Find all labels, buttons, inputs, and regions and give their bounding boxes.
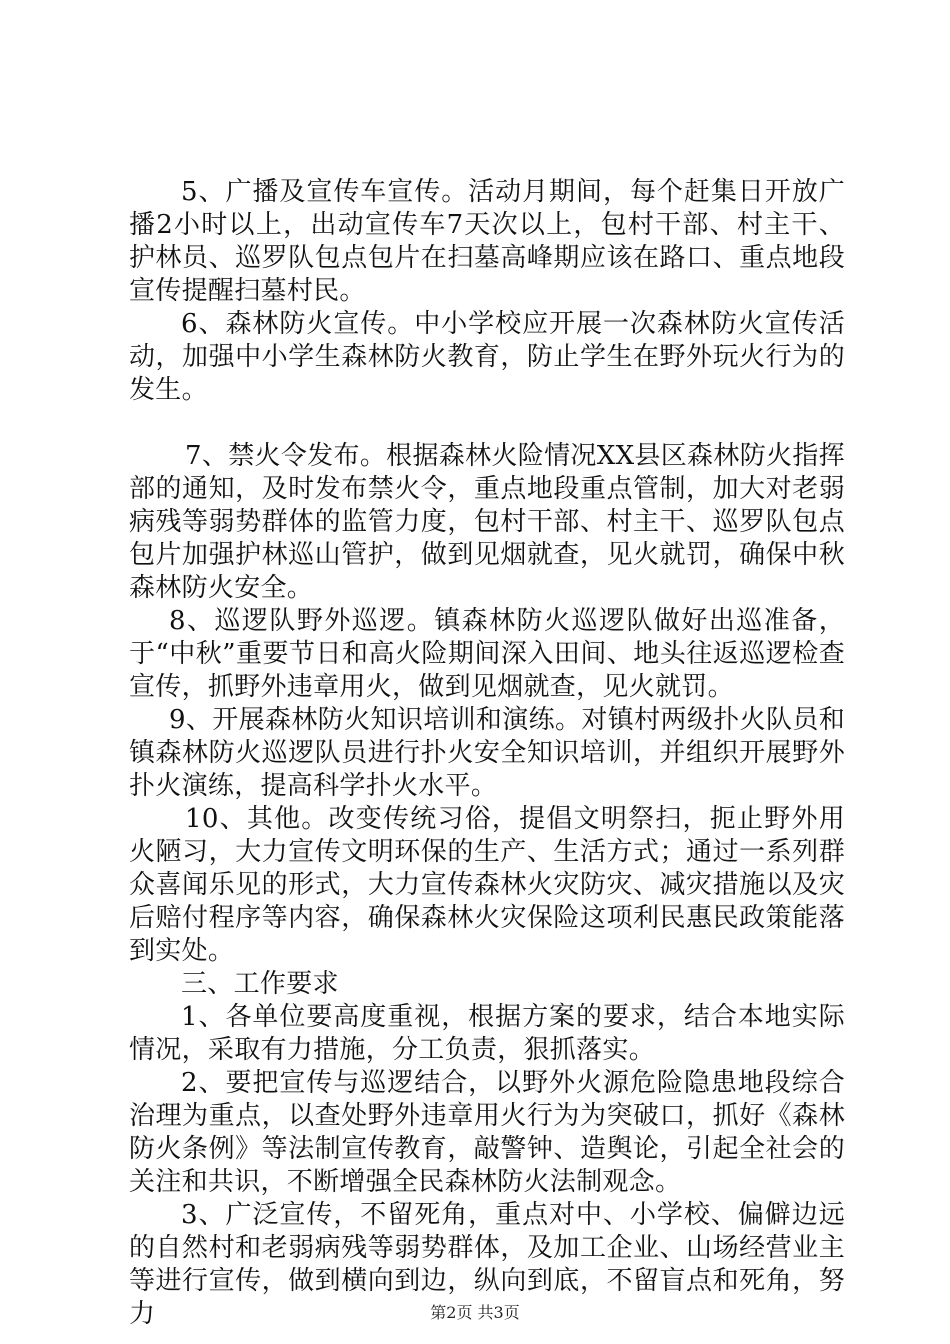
section-heading-work-requirements: 三、工作要求 bbox=[181, 969, 339, 999]
paragraph-requirement-3: 3、广泛宣传，不留死角，重点对中、小学校、偏僻边远的自然村和老弱病残等弱势群体，及加工企业、山场经营业主等进行宣传，做到横向到边，纵向到底，不留盲点和死角，努力 bbox=[129, 1200, 845, 1329]
paragraph-forest-fire-publicity: 6、森林防火宣传。中小学校应开展一次森林防火宣传活动，加强中小学生森林防火教育，防止学生在野外玩火行为的发生。 bbox=[129, 309, 845, 405]
paragraph-requirement-2: 2、要把宣传与巡逻结合，以野外火源危险隐患地段综合治理为重点，以查处野外违章用火行为为突破口，抓好《森林防火条例》等法制宣传教育，敲警钟、造舆论，引起全社会的关注和共识，不断增强全民森林防火法制观念。 bbox=[129, 1068, 845, 1197]
paragraph-others: 10、其他。改变传统习俗，提倡文明祭扫，扼止野外用火陋习，大力宣传文明环保的生产、生活方式；通过一系列群众喜闻乐见的形式，大力宣传森林火灾防灾、减灾措施以及灾后赔付程序等内容，确保森林火灾保险这项利民惠民政策能落到实处。 bbox=[129, 804, 845, 966]
document-body bbox=[129, 176, 845, 1331]
page-number-footer: 第2页 共3页 bbox=[430, 1303, 520, 1322]
paragraph-patrol-team: 8、巡逻队野外巡逻。镇森林防火巡逻队做好出巡准备，于“中秋”重要节日和高火险期间深入田间、地头往返巡逻检查宣传，抓野外违章用火，做到见烟就查，见火就罚。 bbox=[129, 606, 845, 702]
paragraph-training-drill: 9、开展森林防火知识培训和演练。对镇村两级扑火队员和镇森林防火巡逻队员进行扑火安全知识培训，并组织开展野外扑火演练，提高科学扑火水平。 bbox=[129, 705, 845, 801]
paragraph-requirement-1: 1、各单位要高度重视，根据方案的要求，结合本地实际情况，采取有力措施，分工负责，狠抓落实。 bbox=[129, 1002, 845, 1065]
paragraph-broadcast-publicity: 5、广播及宣传车宣传。活动月期间，每个赶集日开放广播2小时以上，出动宣传车7天次以上，包村干部、村主干、护林员、巡罗队包点包片在扫墓高峰期应该在路口、重点地段宣传提醒扫墓村民。 bbox=[129, 177, 845, 306]
paragraph-fire-ban-order: 7、禁火令发布。根据森林火险情况XX县区森林防火指挥部的通知，及时发布禁火令，重点地段重点管制，加大对老弱病残等弱势群体的监管力度，包村干部、村主干、巡罗队包点包片加强护林巡山管护，做到见烟就查，见火就罚，确保中秋森林防火安全。 bbox=[129, 441, 845, 603]
